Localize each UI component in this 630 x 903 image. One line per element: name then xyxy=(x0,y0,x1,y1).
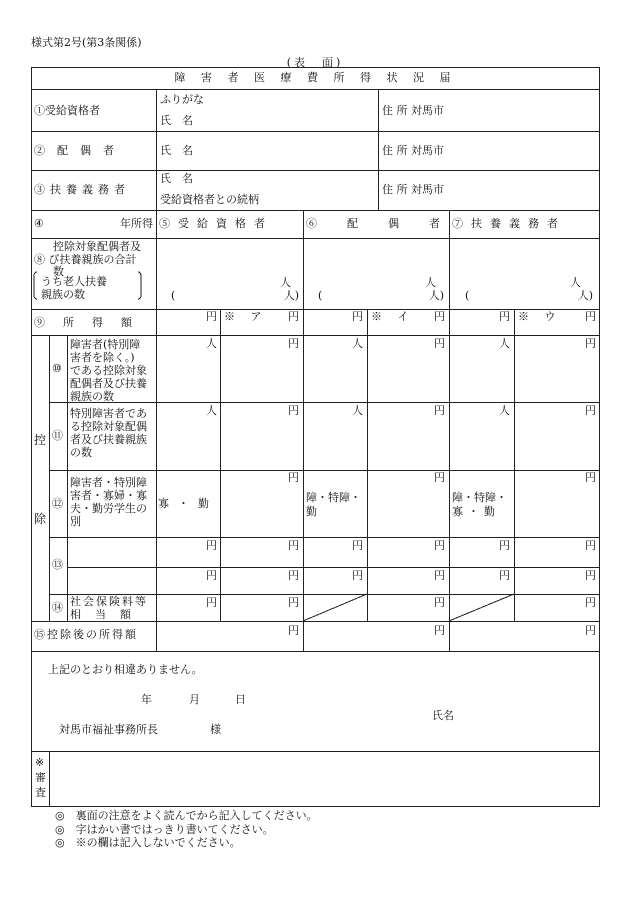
r13a-yen-6: 円 xyxy=(585,539,596,552)
income-mark-b: ※ イ xyxy=(371,310,415,323)
note-2: ◎ 字はかい書ではっきり書いてください。 xyxy=(55,822,274,836)
supporter-address: 住 所 対馬市 xyxy=(382,183,444,196)
r13b-yen-5: 円 xyxy=(499,569,510,582)
r14-num: ⑭ xyxy=(52,601,63,614)
r14-line2: 相当額 xyxy=(70,608,145,621)
r13b-yen-3: 円 xyxy=(352,569,363,582)
dependents-paren-close-spouse: 人) xyxy=(428,289,444,302)
dependents-line2: ⑧ び扶養親族の合計 xyxy=(34,253,137,266)
note-3: ◎ ※の欄は記入しないでください。 xyxy=(55,836,241,849)
addressee: 対馬市福祉事務所長 xyxy=(59,723,158,736)
income-yen-applicant: 円 xyxy=(206,310,217,323)
dependents-paren-close-applicant: 人) xyxy=(283,289,299,302)
r15-yen-spouse: 円 xyxy=(434,624,445,637)
r12-yen-supporter: 円 xyxy=(585,471,596,484)
income-yen-a: 円 xyxy=(288,310,299,323)
form-title: 障 害 者 医 療 費 所 得 状 況 届 xyxy=(174,71,457,84)
r13a-yen-5: 円 xyxy=(499,539,510,552)
r12-num: ⑫ xyxy=(52,497,63,510)
income-yen-c: 円 xyxy=(585,310,596,323)
supporter-name-label: 氏 名 xyxy=(160,172,193,185)
dependents-unit-applicant: 人 xyxy=(280,276,291,289)
r11-yen-spouse: 円 xyxy=(434,404,445,417)
r13-num: ⑬ xyxy=(52,558,63,571)
r11-unit-applicant: 人 xyxy=(206,404,217,417)
r13b-yen-4: 円 xyxy=(434,569,445,582)
form-number: 様式第2号(第3条関係) xyxy=(31,36,142,49)
income-label: ⑨所得額 xyxy=(34,316,150,329)
r10-unit-supporter: 人 xyxy=(499,337,510,350)
r10-unit-spouse: 人 xyxy=(352,337,363,350)
r12-yen-spouse: 円 xyxy=(434,471,445,484)
r13b-yen-6: 円 xyxy=(585,569,596,582)
dependents-paren-supporter: ( xyxy=(465,289,470,302)
r13a-yen-3: 円 xyxy=(352,539,363,552)
date-month: 月 xyxy=(189,693,200,706)
r11-unit-supporter: 人 xyxy=(499,404,510,417)
income-status-form xyxy=(31,67,600,807)
income-header-num: ④ xyxy=(34,217,44,230)
income-yen-spouse: 円 xyxy=(352,310,363,323)
name-label: 氏名 xyxy=(432,709,454,722)
r11-text: 特別障害者であ る控除対象配偶 者及び扶養親族 の数 xyxy=(70,407,147,459)
r14-line1: 社会保険料等 xyxy=(70,595,148,608)
furigana-label: ふりがな xyxy=(160,93,204,106)
deduction-label-2: 除 xyxy=(34,512,47,526)
r10-unit-applicant: 人 xyxy=(206,337,217,350)
r12-yen-applicant: 円 xyxy=(288,471,299,484)
r10-yen-applicant: 円 xyxy=(288,337,299,350)
dependents-paren-applicant: ( xyxy=(171,289,176,302)
r11-yen-applicant: 円 xyxy=(288,404,299,417)
date-day: 日 xyxy=(235,693,246,706)
dependents-unit-supporter: 人 xyxy=(570,276,581,289)
r13a-yen-4: 円 xyxy=(434,539,445,552)
r10-yen-spouse: 円 xyxy=(434,337,445,350)
r11-yen-supporter: 円 xyxy=(585,404,596,417)
income-yen-b: 円 xyxy=(434,310,445,323)
addressee-sama: 様 xyxy=(210,723,221,736)
header-supporter: ⑦扶養義務者 xyxy=(452,217,566,230)
r10-text: 障害者(特別障 害者を除く。) である控除対象 配偶者及び扶養 親族の数 xyxy=(70,338,147,403)
spouse-label: ②配偶者 xyxy=(34,144,126,157)
applicant-address: 住 所 対馬市 xyxy=(382,104,444,117)
dependents-line5: 親族の数 xyxy=(41,288,85,301)
deduction-label-1: 控 xyxy=(34,433,47,447)
spouse-name-label: 氏 名 xyxy=(160,144,193,157)
r10-yen-supporter: 円 xyxy=(585,337,596,350)
date-year: 年 xyxy=(141,693,152,706)
dependents-unit-spouse: 人 xyxy=(425,276,436,289)
dependents-paren-close-supporter: 人) xyxy=(577,289,593,302)
applicant-name-label: 氏 名 xyxy=(160,114,193,127)
declaration-statement: 上記のとおり相違ありません。 xyxy=(48,663,203,676)
r14-yen-2: 円 xyxy=(288,596,299,609)
r12-supporter-options: 障・特障・ 寡・勤 xyxy=(452,491,507,518)
r13a-yen-2: 円 xyxy=(288,539,299,552)
income-mark-a: ※ ア xyxy=(224,310,268,323)
r11-num: ⑪ xyxy=(52,429,63,442)
notes xyxy=(55,809,318,850)
income-mark-c: ※ ウ xyxy=(518,310,562,323)
header-applicant: ⑤受給資格者 xyxy=(159,217,273,230)
dependents-line1: 控除対象配偶者及 xyxy=(53,240,141,253)
r14-yen-3: 円 xyxy=(434,596,445,609)
r14-yen-1: 円 xyxy=(206,596,217,609)
r15-yen-supporter: 円 xyxy=(585,624,596,637)
r10-num: ⑩ xyxy=(52,362,62,375)
r14-yen-4: 円 xyxy=(585,596,596,609)
dependents-paren-spouse: ( xyxy=(318,289,323,302)
dependents-line4: うち老人扶養 xyxy=(41,275,107,288)
dependents-line3: 数 xyxy=(53,265,64,278)
side-label: (表 面) xyxy=(286,56,344,69)
header-spouse: ⑥配偶者 xyxy=(306,217,470,230)
income-header-year: 年所得 xyxy=(120,217,153,230)
r12-text: 障害者・特別障 害者・寡婦・寡 夫・勤労学生の 別 xyxy=(70,476,147,528)
r13b-yen-2: 円 xyxy=(288,569,299,582)
r13a-yen-1: 円 xyxy=(206,539,217,552)
relation-label: 受給資格者との続柄 xyxy=(160,193,259,206)
note-1: ◎ 裏面の注意をよく読んでから記入してください。 xyxy=(55,809,318,822)
supporter-label: ③扶養義務者 xyxy=(34,183,130,196)
applicant-label: ①受給資格者 xyxy=(34,104,100,117)
r15-yen-applicant: 円 xyxy=(288,624,299,637)
r11-unit-spouse: 人 xyxy=(352,404,363,417)
income-yen-supporter: 円 xyxy=(499,310,510,323)
r12-spouse-options: 障・特障・ 勤 xyxy=(306,491,361,518)
r13b-yen-1: 円 xyxy=(206,569,217,582)
spouse-address: 住 所 対馬市 xyxy=(382,144,444,157)
after-deduction-label: ⑮控除後の所得額 xyxy=(34,628,138,641)
r12-applicant-options: 寡・勤 xyxy=(158,497,218,510)
review-label: ※ 審 査 xyxy=(35,756,46,799)
